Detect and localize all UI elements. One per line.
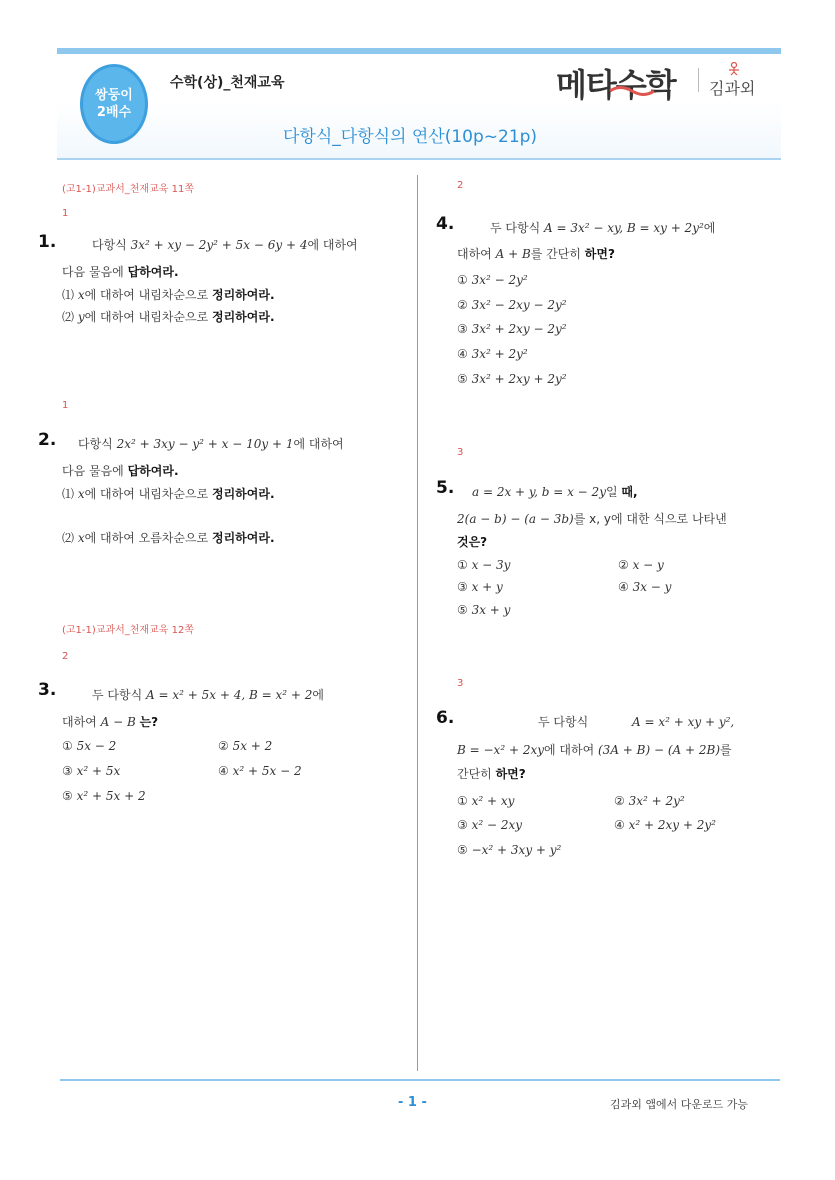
q3-line2: 대하여 A − B 는? xyxy=(62,715,159,729)
q2-sub2: ⑵ x에 대하여 오름차순으로 정리하여라. xyxy=(62,531,275,545)
question-number: 2. xyxy=(38,430,57,450)
brand-separator xyxy=(698,68,699,92)
choice-item[interactable]: ② x − y xyxy=(618,558,664,572)
question-number: 5. xyxy=(436,478,455,498)
q4-line2: 대하여 A + B를 간단히 하면? xyxy=(457,247,615,261)
download-note: 김과외 앱에서 다운로드 가능 xyxy=(610,1098,749,1111)
brand-sub: 김과외 xyxy=(709,79,756,98)
choice-item[interactable]: ③ x² + 5x xyxy=(62,764,121,778)
difficulty-level: 2 xyxy=(62,651,69,662)
q5-line3: 것은? xyxy=(457,535,488,549)
source-label: (고1-1)교과서_천재교육 11쪽 xyxy=(62,184,194,195)
choice-item[interactable]: ② 5x + 2 xyxy=(218,739,273,753)
choice-item[interactable]: ① 5x − 2 xyxy=(62,739,117,753)
difficulty-level: 3 xyxy=(457,678,464,689)
q1-sub1: ⑴ x에 대하여 내림차순으로 정리하여라. xyxy=(62,288,275,302)
choice-item[interactable]: ① 3x² − 2y² xyxy=(457,273,528,287)
q2-line1: 다항식 2x² + 3xy − y² + x − 10y + 1에 대하여 xyxy=(78,437,344,451)
choice-item[interactable]: ② 3x² − 2xy − 2y² xyxy=(457,298,567,312)
source-label: (고1-1)교과서_천재교육 12쪽 xyxy=(62,625,194,636)
choice-item[interactable]: ④ 3x² + 2y² xyxy=(457,347,528,361)
q4-line1: 두 다항식 A = 3x² − xy, B = xy + 2y²에 xyxy=(490,221,716,235)
choice-item[interactable]: ④ x² + 5x − 2 xyxy=(218,764,302,778)
question-number: 3. xyxy=(38,680,57,700)
badge-line1: 쌍둥이 xyxy=(95,88,133,103)
q1-sub2: ⑵ y에 대하여 내림차순으로 정리하여라. xyxy=(62,310,275,324)
choice-item[interactable]: ⑤ 3x² + 2xy + 2y² xyxy=(457,372,567,386)
subject-title: 수학(상)_천재교육 xyxy=(170,75,285,91)
q1-line2: 다음 물음에 답하여라. xyxy=(62,265,179,279)
choice-item[interactable]: ③ 3x² + 2xy − 2y² xyxy=(457,322,567,336)
q1-line1: 다항식 3x² + xy − 2y² + 5x − 6y + 4에 대하여 xyxy=(92,238,358,252)
twin-badge xyxy=(80,64,148,144)
difficulty-level: 3 xyxy=(457,447,464,458)
q5-line1: a = 2x + y, b = x − 2y일 때, xyxy=(472,485,638,499)
question-number: 1. xyxy=(38,232,57,252)
choice-item[interactable]: ③ x² − 2xy xyxy=(457,818,523,832)
difficulty-level: 1 xyxy=(62,208,69,219)
column-divider xyxy=(417,175,418,1071)
question-number: 6. xyxy=(436,708,455,728)
page-number: - 1 - xyxy=(398,1095,427,1110)
q6-line1: 두 다항식 A = x² + xy + y², xyxy=(538,715,735,729)
badge-line2: 2배수 xyxy=(96,105,132,120)
unit-title: 다항식_다항식의 연산(10p~21p) xyxy=(283,127,538,147)
choice-item[interactable]: ① x − 3y xyxy=(457,558,511,572)
q6-line3: 간단히 하면? xyxy=(457,767,526,781)
choice-item[interactable]: ④ x² + 2xy + 2y² xyxy=(614,818,716,832)
choice-item[interactable]: ③ x + y xyxy=(457,580,503,594)
q2-line2: 다음 물음에 답하여라. xyxy=(62,464,179,478)
choice-item[interactable]: ① x² + xy xyxy=(457,794,515,808)
choice-item[interactable]: ⑤ 3x + y xyxy=(457,603,511,617)
difficulty-level: 1 xyxy=(62,400,69,411)
choice-item[interactable]: ④ 3x − y xyxy=(618,580,672,594)
q5-line2: 2(a − b) − (a − 3b)를 x, y에 대한 식으로 나타낸 xyxy=(457,512,727,526)
brand-logo: 메타수학 xyxy=(556,66,676,104)
question-number: 4. xyxy=(436,214,455,234)
q2-sub1: ⑴ x에 대하여 내림차순으로 정리하여라. xyxy=(62,487,275,501)
choice-item[interactable]: ⑤ −x² + 3xy + y² xyxy=(457,843,562,857)
q3-line1: 두 다항식 A = x² + 5x + 4, B = x² + 2에 xyxy=(92,688,324,702)
person-icon xyxy=(728,62,740,76)
difficulty-level: 2 xyxy=(457,180,464,191)
choice-item[interactable]: ② 3x² + 2y² xyxy=(614,794,685,808)
q6-line2: B = −x² + 2xy에 대하여 (3A + B) − (A + 2B)를 xyxy=(457,743,732,757)
brand-wave-icon xyxy=(608,84,656,98)
choice-item[interactable]: ⑤ x² + 5x + 2 xyxy=(62,789,146,803)
footer-line xyxy=(60,1079,780,1081)
